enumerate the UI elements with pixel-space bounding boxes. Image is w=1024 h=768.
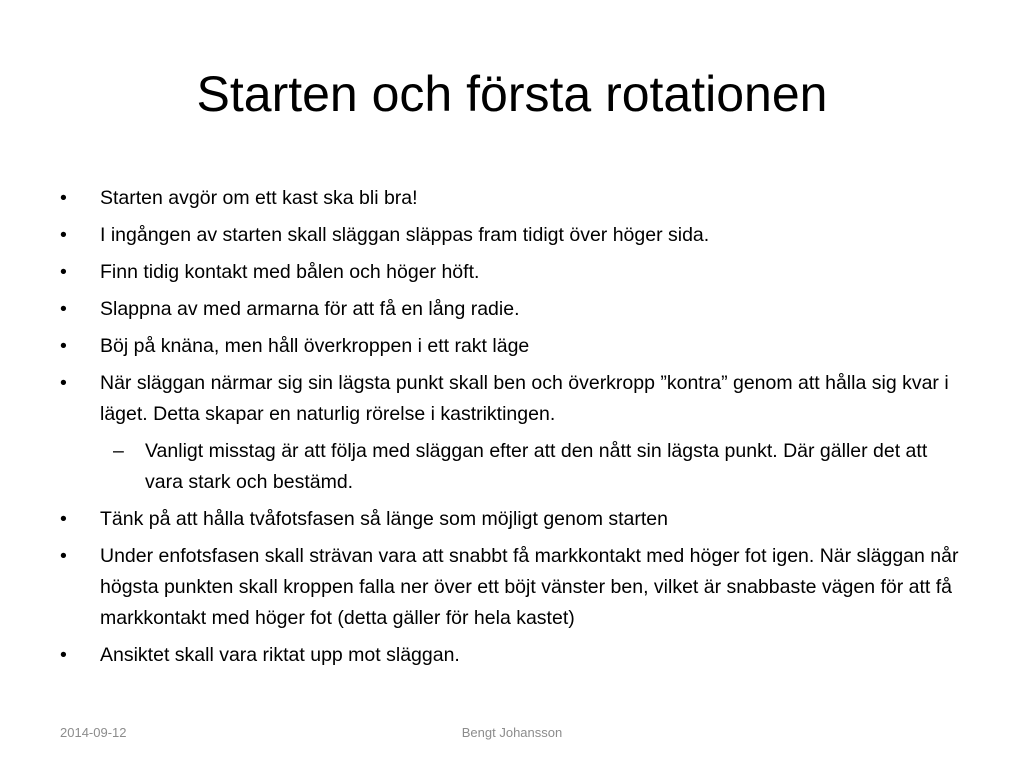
bullet-text: Tänk på att hålla tvåfotsfasen så länge som möjligt genom starten <box>100 508 668 530</box>
bullet-marker: • <box>60 298 67 320</box>
bullet-item <box>0 183 960 214</box>
bullet-text: Böj på knäna, men håll överkroppen i ett rakt läge <box>100 335 530 357</box>
footer-author: Bengt Johansson <box>461 725 563 740</box>
bullet-item <box>0 504 960 535</box>
bullet-marker: • <box>60 187 67 209</box>
bullet-item <box>0 368 960 430</box>
bullet-marker: • <box>60 508 67 530</box>
bullet-marker: • <box>60 335 67 357</box>
bullet-text: Slappna av med armarna för att få en lång radie. <box>100 298 520 320</box>
sub-bullet-marker: – <box>113 440 124 462</box>
bullet-marker: • <box>60 545 67 567</box>
slide-title: Starten och första rotationen <box>196 66 828 122</box>
bullet-text: I ingången av starten skall släggan släppas fram tidigt över höger sida. <box>100 224 710 246</box>
sub-bullet-text: Vanligt misstag är att följa med släggan efter att den nått sin lägsta punkt. Där gäller det att vara stark och bestämd. <box>145 440 928 493</box>
bullet-list <box>0 183 1000 677</box>
bullet-marker: • <box>60 261 67 283</box>
sub-bullet-item <box>0 436 960 498</box>
bullet-text: Ansiktet skall vara riktat upp mot släggan. <box>100 644 460 666</box>
bullet-item <box>0 220 960 251</box>
bullet-marker: • <box>60 644 67 666</box>
bullet-item <box>0 541 960 634</box>
bullet-text: När släggan närmar sig sin lägsta punkt skall ben och överkropp ”kontra” genom att hålla sig kvar i läget. Detta skapar en naturlig rörelse i kastriktingen. <box>100 372 949 425</box>
bullet-marker: • <box>60 372 67 394</box>
bullet-marker: • <box>60 224 67 246</box>
bullet-item <box>0 640 960 671</box>
bullet-item <box>0 257 960 288</box>
bullet-item <box>0 294 960 325</box>
footer-date: 2014-09-12 <box>60 725 127 740</box>
bullet-text: Under enfotsfasen skall strävan vara att snabbt få markkontakt med höger fot igen. När släggan når högsta punkten skall kroppen falla ner över ett böjt vänster ben, vilket är snabbaste vägen för att få markkontakt med höger fot (detta gäller för hela kastet) <box>100 545 959 629</box>
bullet-text: Finn tidig kontakt med bålen och höger höft. <box>100 261 480 283</box>
bullet-item <box>0 331 960 362</box>
bullet-text: Starten avgör om ett kast ska bli bra! <box>100 187 418 209</box>
